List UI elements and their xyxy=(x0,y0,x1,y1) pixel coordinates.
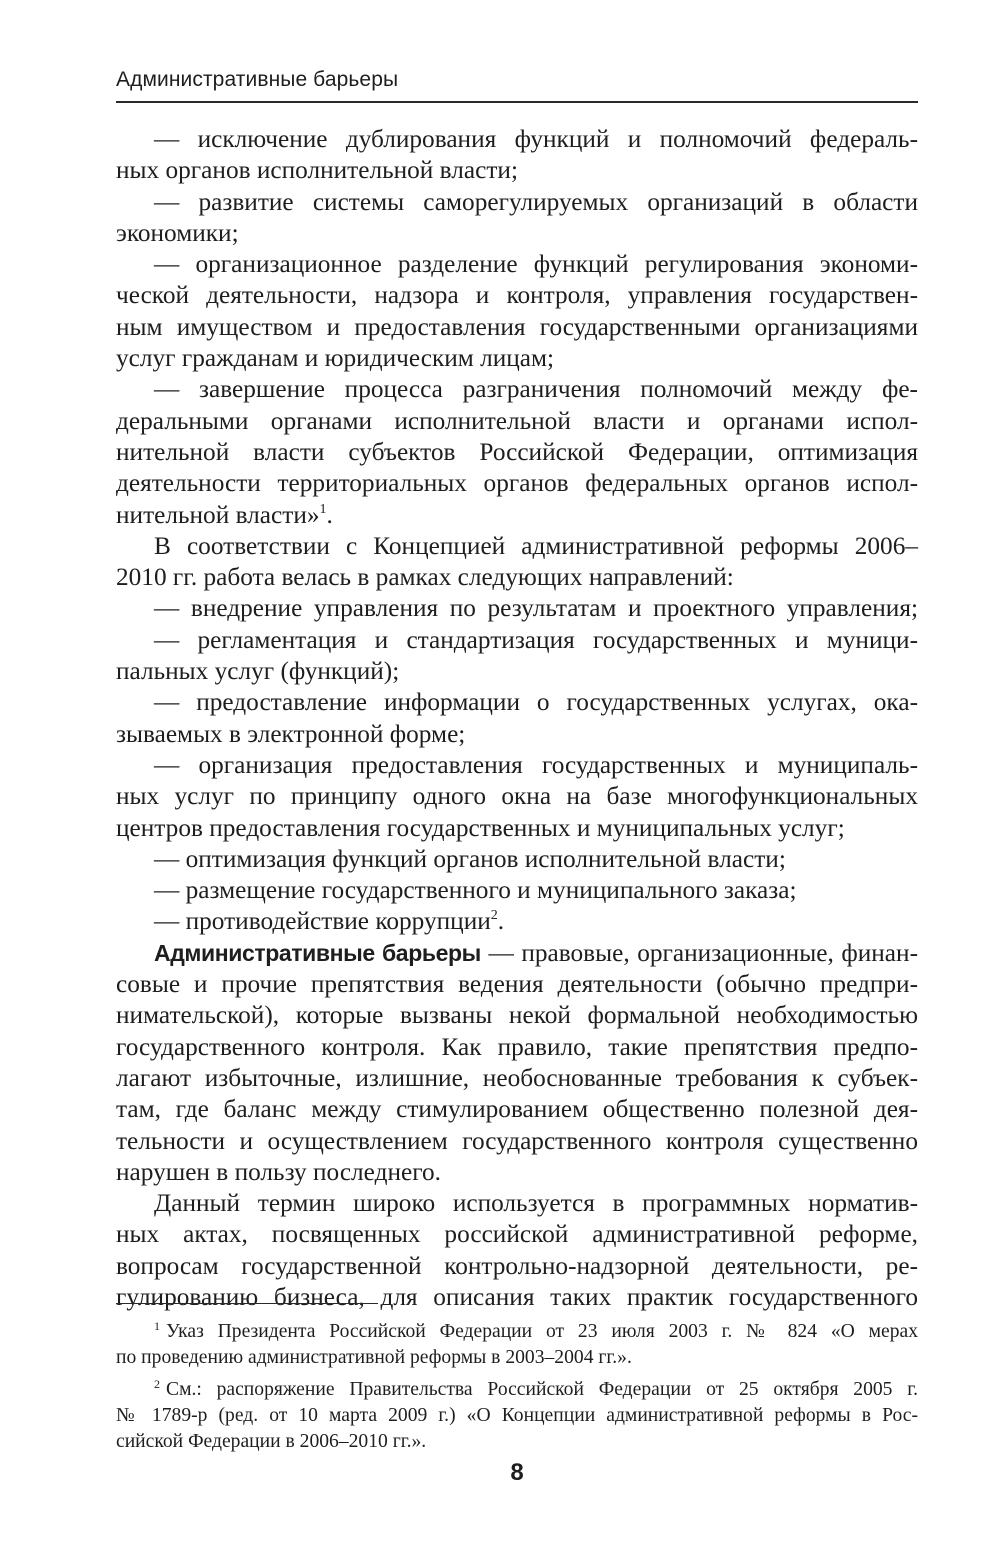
text-line: совые и прочие препятствия ведения деятельности (обычно предпри- xyxy=(116,970,918,999)
text-fragment: . xyxy=(326,500,333,529)
text-line: ных услуг по принципу одного окна на базе многофункциональных xyxy=(116,782,918,811)
text-line: вопросам государственной контрольно-надзорной деятельности, ре- xyxy=(116,1251,918,1280)
footnote-rule xyxy=(116,1303,378,1304)
text-line: ческой деятельности, надзора и контроля, управления государствен- xyxy=(116,281,918,310)
text-line: услуг гражданам и юридическим лицам; xyxy=(116,344,555,373)
footnote-line: № 1789-р (ред. от 10 марта 2009 г.) «О Концепции административной реформы в Рос- xyxy=(116,1405,918,1426)
text-line: — завершение процесса разграничения полномочий между фе- xyxy=(154,375,918,404)
text-fragment: — правовые, организационные, финан- xyxy=(480,938,918,967)
footnote-mark: 2 xyxy=(154,1377,160,1391)
text-line: экономики; xyxy=(116,218,239,247)
text-line: лагают избыточные, излишние, необоснованные требования к субъек- xyxy=(116,1063,918,1092)
text-line: деятельности территориальных органов федеральных органов испол- xyxy=(116,469,918,498)
text-line: Данный термин широко используется в программных норматив- xyxy=(154,1189,918,1218)
text-line: — организация предоставления государственных и муниципаль- xyxy=(154,750,918,779)
text-line: — исключение дублирования функций и полномочий федераль- xyxy=(154,125,918,153)
footnotes xyxy=(116,1319,918,1455)
text-line: нарушен в пользу последнего. xyxy=(116,1157,441,1186)
text-line xyxy=(116,938,918,969)
text-line: зываемых в электронной форме; xyxy=(116,719,466,748)
list-item xyxy=(116,625,918,688)
text-line: деральными органами исполнительной власти и органами испол- xyxy=(116,406,918,435)
list-item xyxy=(116,187,918,250)
text-line: — предоставление информации о государственных услугах, ока- xyxy=(154,688,918,717)
text-fragment: нительной власти» xyxy=(116,500,320,529)
list-item xyxy=(116,374,918,530)
text-line: нимательской), которые вызваны некой формальной необходимостью xyxy=(116,1001,918,1030)
text-line: — организационное разделение функций регулирования экономи- xyxy=(154,250,918,279)
list-item xyxy=(116,844,918,875)
footnote-line xyxy=(116,1377,918,1403)
text-line: 2010 гг. работа велась в рамках следующих направлений: xyxy=(116,563,734,592)
text-line xyxy=(116,906,918,937)
text-line: тельности и осуществлением государственного контроля существенно xyxy=(116,1126,918,1155)
footnote-line: сийской Федерации в 2006–2010 гг.». xyxy=(116,1431,427,1452)
footnote-ref-2[interactable]: 2 xyxy=(490,908,498,924)
text-line: государственного контроля. Как правило, такие препятствия предпо- xyxy=(116,1032,918,1061)
text-line: — размещение государственного и муниципального заказа; xyxy=(154,876,797,905)
list-item xyxy=(116,750,918,844)
text-line: центров предоставления государственных и муниципальных услуг; xyxy=(116,813,845,842)
running-header: Административные барьеры xyxy=(116,68,399,91)
text-line: В соответствии с Концепцией административной реформы 2006– xyxy=(154,531,918,560)
header-rule xyxy=(116,101,918,103)
paragraph-usage xyxy=(116,1188,918,1313)
list-item xyxy=(116,687,918,750)
defined-term: Административные барьеры xyxy=(154,939,481,966)
text-line: там, где баланс между стимулированием общественно полезной дея- xyxy=(116,1095,918,1124)
list-item xyxy=(116,875,918,906)
text-line: ных органов исполнительной власти; xyxy=(116,156,518,185)
footnote-line xyxy=(116,1319,918,1345)
paragraph-definition xyxy=(116,938,918,1188)
text-line: гулированию бизнеса, для описания таких практик государственного xyxy=(116,1282,918,1311)
list-item xyxy=(116,906,918,937)
text-line xyxy=(116,500,918,531)
text-line: — оптимизация функций органов исполнительной власти; xyxy=(154,844,786,873)
list-item xyxy=(116,593,918,624)
text-line: — регламентация и стандартизация государственных и муници- xyxy=(154,625,918,654)
main-text xyxy=(116,124,918,1313)
text-fragment: . xyxy=(497,907,505,936)
footnote-line: по проведению административной реформы в 2003–2004 гг.». xyxy=(116,1347,632,1368)
text-line: ных актах, посвященных российской административной реформе, xyxy=(116,1220,918,1249)
footnote-2 xyxy=(116,1377,918,1455)
list-item xyxy=(116,124,918,187)
text-line: — развитие системы саморегулируемых организаций в области xyxy=(154,187,918,216)
text-line: нительной власти субъектов Российской Федерации, оптимизация xyxy=(116,437,918,466)
text-line: ным имуществом и предоставления государственными организациями xyxy=(116,312,918,341)
page-number: 8 xyxy=(510,1459,524,1486)
list-item xyxy=(116,249,918,374)
text-fragment: — противодействие коррупции xyxy=(154,907,491,936)
text-fragment: См.: распоряжение Правительства Российской Федерации от 25 октября 2005 г. xyxy=(166,1379,918,1400)
text-line: пальных услуг (функций); xyxy=(116,657,400,686)
paragraph-concept xyxy=(116,531,918,594)
text-fragment: Указ Президента Российской Федерации от 23 июля 2003 г. № 824 «О мерах xyxy=(166,1321,918,1342)
footnote-1 xyxy=(116,1319,918,1371)
text-line: — внедрение управления по результатам и проектного управления; xyxy=(154,594,918,623)
footnote-ref-1[interactable]: 1 xyxy=(319,501,327,517)
footnote-mark: 1 xyxy=(154,1319,160,1333)
